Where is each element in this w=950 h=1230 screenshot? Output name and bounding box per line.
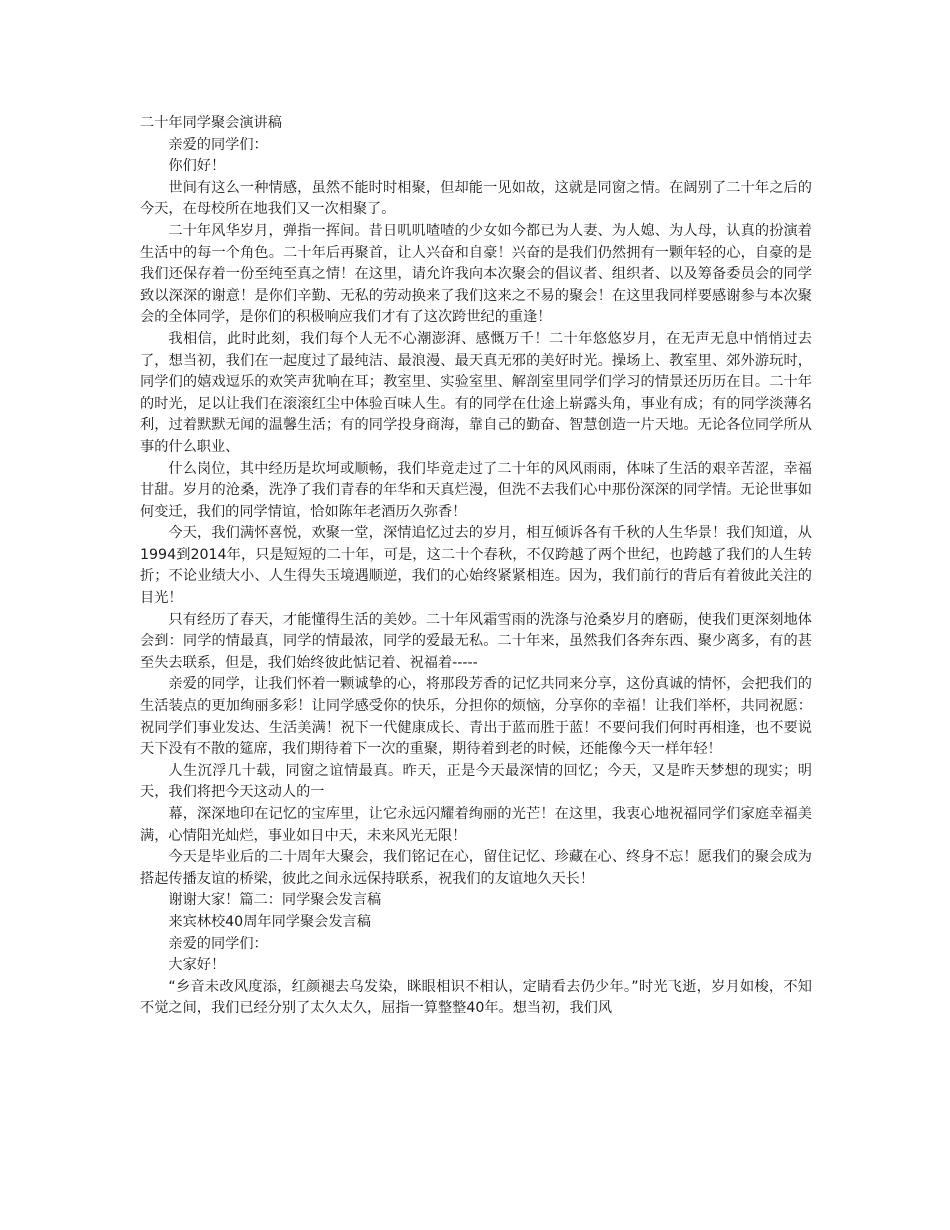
paragraph: 亲爱的同学，让我们怀着一颗诚挚的心，将那段芳香的记忆共同来分享，这份真诚的情怀，会把我们的生活装点的更加绚丽多彩！让同学感受你的快乐，分担你的烦恼，分享你的幸福！让我们举杯，共同祝愿：祝同学们事业发达、生活美满！祝下一代健康成长、青出于蓝而胜于蓝！不要问我们何时再相逢，也不要说天下没有不散的筵席，我们期待着下一次的重聚，期待着到老的时候，还能像今天一样年轻！	[140, 676, 812, 758]
paragraph: 亲爱的同学们：	[168, 935, 268, 952]
paragraph: 什么岗位，其中经历是坎坷或顺畅，我们毕竟走过了二十年的风风雨雨，体味了生活的艰辛苦涩，幸福甘甜。岁月的沧桑，洗净了我们青春的年华和天真烂漫，但洗不去我们心中那份深深的同学情。无论世事如何变迁，我们的同学情谊，恰如陈年老酒历久弥香！	[140, 460, 812, 520]
document-title: 二十年同学聚会演讲稿	[140, 115, 282, 131]
paragraph: 只有经历了春天，才能懂得生活的美妙。二十年风霜雪雨的洗涤与沧桑岁月的磨砺，使我们更深刻地体会到：同学的情最真，同学的情最浓，同学的爱最无私。二十年来，虽然我们各奔东西、聚少离多，有的甚至失去联系，但是，我们始终彼此惦记着、祝福着-----	[140, 611, 812, 671]
paragraph: 人生沉浮几十载，同窗之谊情最真。昨天，正是今天最深情的回忆；今天，又是昨天梦想的现实；明天，我们将把今天这动人的一	[140, 762, 812, 801]
paragraph: “乡音未改风度添，红颜褪去乌发染，眯眼相识不相认，定睛看去仍少年。”时光飞逝，岁月如梭，不知不觉之间，我们已经分别了太久太久，屈指一算整整40年。想当初，我们风	[140, 978, 812, 1017]
paragraph: 世间有这么一种情感，虽然不能时时相聚，但却能一见如故，这就是同窗之情。在阔别了二十年之后的今天，在母校所在地我们又一次相聚了。	[140, 179, 812, 218]
paragraph: 大家好！	[168, 957, 226, 974]
paragraph: 幕，深深地印在记忆的宝库里，让它永远闪耀着绚丽的光芒！在这里，我衷心地祝福同学们家庭幸福美满，心情阳光灿烂，事业如日中天，未来风光无限！	[140, 806, 812, 844]
paragraph: 谢谢大家！篇二：同学聚会发言稿	[168, 892, 382, 909]
paragraph: 我相信，此时此刻，我们每个人无不心潮澎湃、感慨万千！二十年悠悠岁月，在无声无息中悄悄过去了，想当初，我们在一起度过了最纯洁、最浪漫、最天真无邪的美好时光。操场上、教室里、郊外游玩时，同学们的嬉戏逗乐的欢笑声犹响在耳；教室里、实验室里、解剖室里同学们学习的情景还历历在目。二十年的时光，足以让我们在滚滚红尘中体验百味人生。有的同学在仕途上崭露头角，事业有成；有的同学淡薄名利，过着默默无闻的温馨生活；有的同学投身商海，靠自己的勤奋、智慧创造一片天地。无论各位同学所从事的什么职业、	[140, 330, 812, 455]
paragraph: 二十年风华岁月，弹指一挥间。昔日叽叽喳喳的少女如今都已为人妻、为人媳、为人母，认真的扮演着生活中的每一个角色。二十年后再聚首，让人兴奋和自豪！兴奋的是我们仍然拥有一颗年轻的心，自豪的是我们还保存着一份至纯至真之情！在这里，请允许我向本次聚会的倡议者、组织者、以及筹备委员会的同学致以深深的谢意！是你们辛勤、无私的劳动换来了我们这来之不易的聚会！在这里我同样要感谢参与本次聚会的全体同学，是你们的积极响应我们才有了这次跨世纪的重逢！	[140, 222, 812, 326]
paragraph: 亲爱的同学们：	[168, 136, 268, 153]
paragraph: 你们好！	[168, 158, 226, 175]
document-page	[140, 113, 812, 1020]
paragraph: 今天是毕业后的二十周年大聚会，我们铭记在心，留住记忆、珍藏在心、终身不忘！愿我们的聚会成为搭起传播友谊的桥梁，彼此之间永远保持联系，祝我们的友谊地久天长！	[140, 849, 812, 887]
paragraph: 今天，我们满怀喜悦，欢聚一堂，深情追忆过去的岁月，相互倾诉各有千秋的人生华景！我们知道，从1994到2014年，只是短短的二十年，可是，这二十个春秋，不仅跨越了两个世纪，也跨越了我们的人生转折；不论业绩大小、人生得失玉境遇顺逆，我们的心始终紧紧相连。因为，我们前行的背后有着彼此关注的目光！	[140, 525, 812, 607]
paragraph: 来宾林校40周年同学聚会发言稿	[168, 913, 371, 930]
